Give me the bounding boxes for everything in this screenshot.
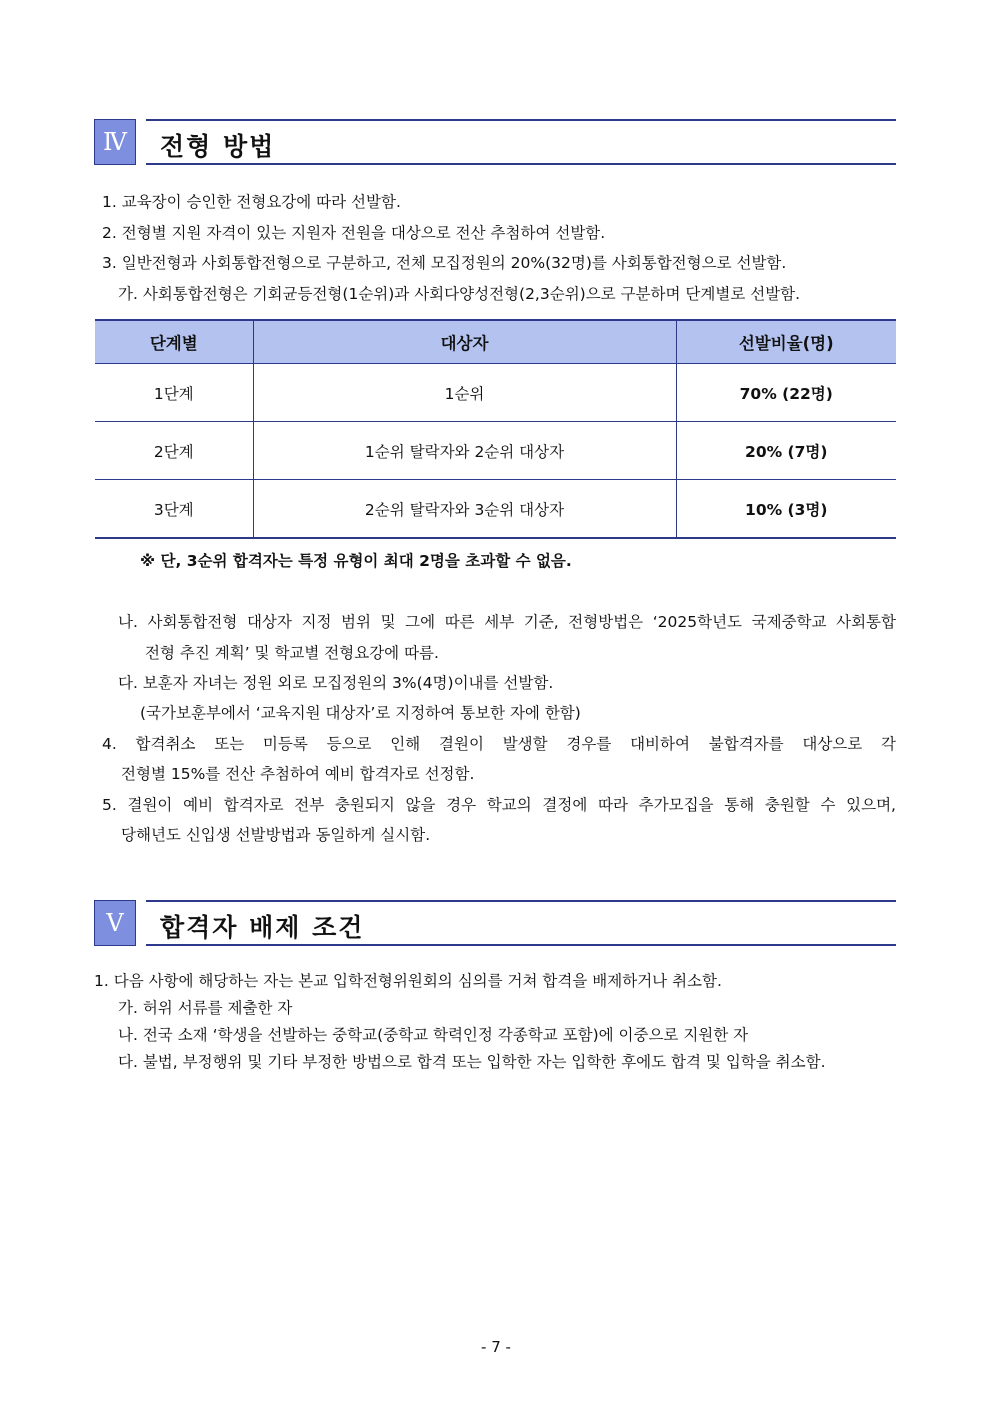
section-header-4	[94, 119, 896, 165]
cell-stage: 3단계	[95, 480, 253, 539]
section-title-4: 전형 방법	[160, 132, 276, 161]
list-item: 4. 합격취소 또는 미등록 등으로 인해 결원이 발생할 경우를 대비하여 불합격자를 대상으로 각	[102, 735, 896, 753]
section-number-5: Ⅴ	[94, 900, 136, 946]
list-item: 다. 불법, 부정행위 및 기타 부정한 방법으로 합격 또는 입학한 자는 입학한 후에도 합격 및 입학을 취소함.	[118, 1053, 826, 1071]
list-item-continuation: 당해년도 신입생 선발방법과 동일하게 실시함.	[121, 826, 431, 844]
list-item: 다. 보훈자 자녀는 정원 외로 모집정원의 3%(4명)이내를 선발함.	[118, 674, 554, 692]
section-title-5: 합격자 배제 조건	[160, 913, 365, 942]
list-item: 5. 결원이 예비 합격자로 전부 충원되지 않을 경우 학교의 결정에 따라 추가모집을 통해 충원할 수 있으며,	[102, 796, 896, 814]
cell-stage: 2단계	[95, 422, 253, 480]
selection-ratio-table	[95, 319, 896, 539]
table-note: ※ 단, 3순위 합격자는 특정 유형이 최대 2명을 초과할 수 없음.	[140, 552, 572, 570]
list-item: 3. 일반전형과 사회통합전형으로 구분하고, 전체 모집정원의 20%(32명)를 사회통합전형으로 선발함.	[102, 254, 787, 272]
table-row	[95, 422, 896, 480]
table-row	[95, 480, 896, 539]
list-item: 가. 허위 서류를 제출한 자	[118, 999, 293, 1017]
column-header-ratio: 선발비율(명)	[676, 320, 896, 364]
list-item: 가. 사회통합전형은 기회균등전형(1순위)과 사회다양성전형(2,3순위)으로 구분하며 단계별로 선발함.	[118, 285, 801, 303]
section-title-bar-5	[146, 900, 896, 946]
section-number-4: Ⅳ	[94, 119, 136, 165]
section-header-5	[94, 900, 896, 946]
cell-ratio: 20% (7명)	[676, 422, 896, 480]
column-header-stage: 단계별	[95, 320, 253, 364]
table-row	[95, 364, 896, 422]
list-item-continuation: (국가보훈부에서 ‘교육지원 대상자’로 지정하여 통보한 자에 한함)	[140, 704, 581, 722]
page-number: - 7 -	[481, 1338, 511, 1356]
list-item: 나. 사회통합전형 대상자 지정 범위 및 그에 따른 세부 기준, 전형방법은 ‘2025학년도 국제중학교 사회통합	[118, 613, 896, 631]
column-header-target: 대상자	[253, 320, 676, 364]
list-item-continuation: 전형별 15%를 전산 추첨하여 예비 합격자로 선정함.	[121, 765, 475, 783]
cell-target: 2순위 탈락자와 3순위 대상자	[253, 480, 676, 539]
cell-target: 1순위	[253, 364, 676, 422]
list-item: 1. 교육장이 승인한 전형요강에 따라 선발함.	[102, 193, 401, 211]
cell-ratio: 70% (22명)	[676, 364, 896, 422]
list-item: 2. 전형별 지원 자격이 있는 지원자 전원을 대상으로 전산 추첨하여 선발함.	[102, 224, 606, 242]
list-item: 나. 전국 소재 ‘학생을 선발하는 중학교(중학교 학력인정 각종학교 포함)에 이중으로 지원한 자	[118, 1026, 749, 1044]
list-item: 1. 다음 사항에 해당하는 자는 본교 입학전형위원회의 심의를 거쳐 합격을 배제하거나 취소함.	[94, 972, 722, 990]
cell-ratio: 10% (3명)	[676, 480, 896, 539]
list-item-continuation: 전형 추진 계획’ 및 학교별 전형요강에 따름.	[145, 644, 439, 662]
cell-stage: 1단계	[95, 364, 253, 422]
table-header-row	[95, 320, 896, 364]
cell-target: 1순위 탈락자와 2순위 대상자	[253, 422, 676, 480]
section-title-bar-4	[146, 119, 896, 165]
